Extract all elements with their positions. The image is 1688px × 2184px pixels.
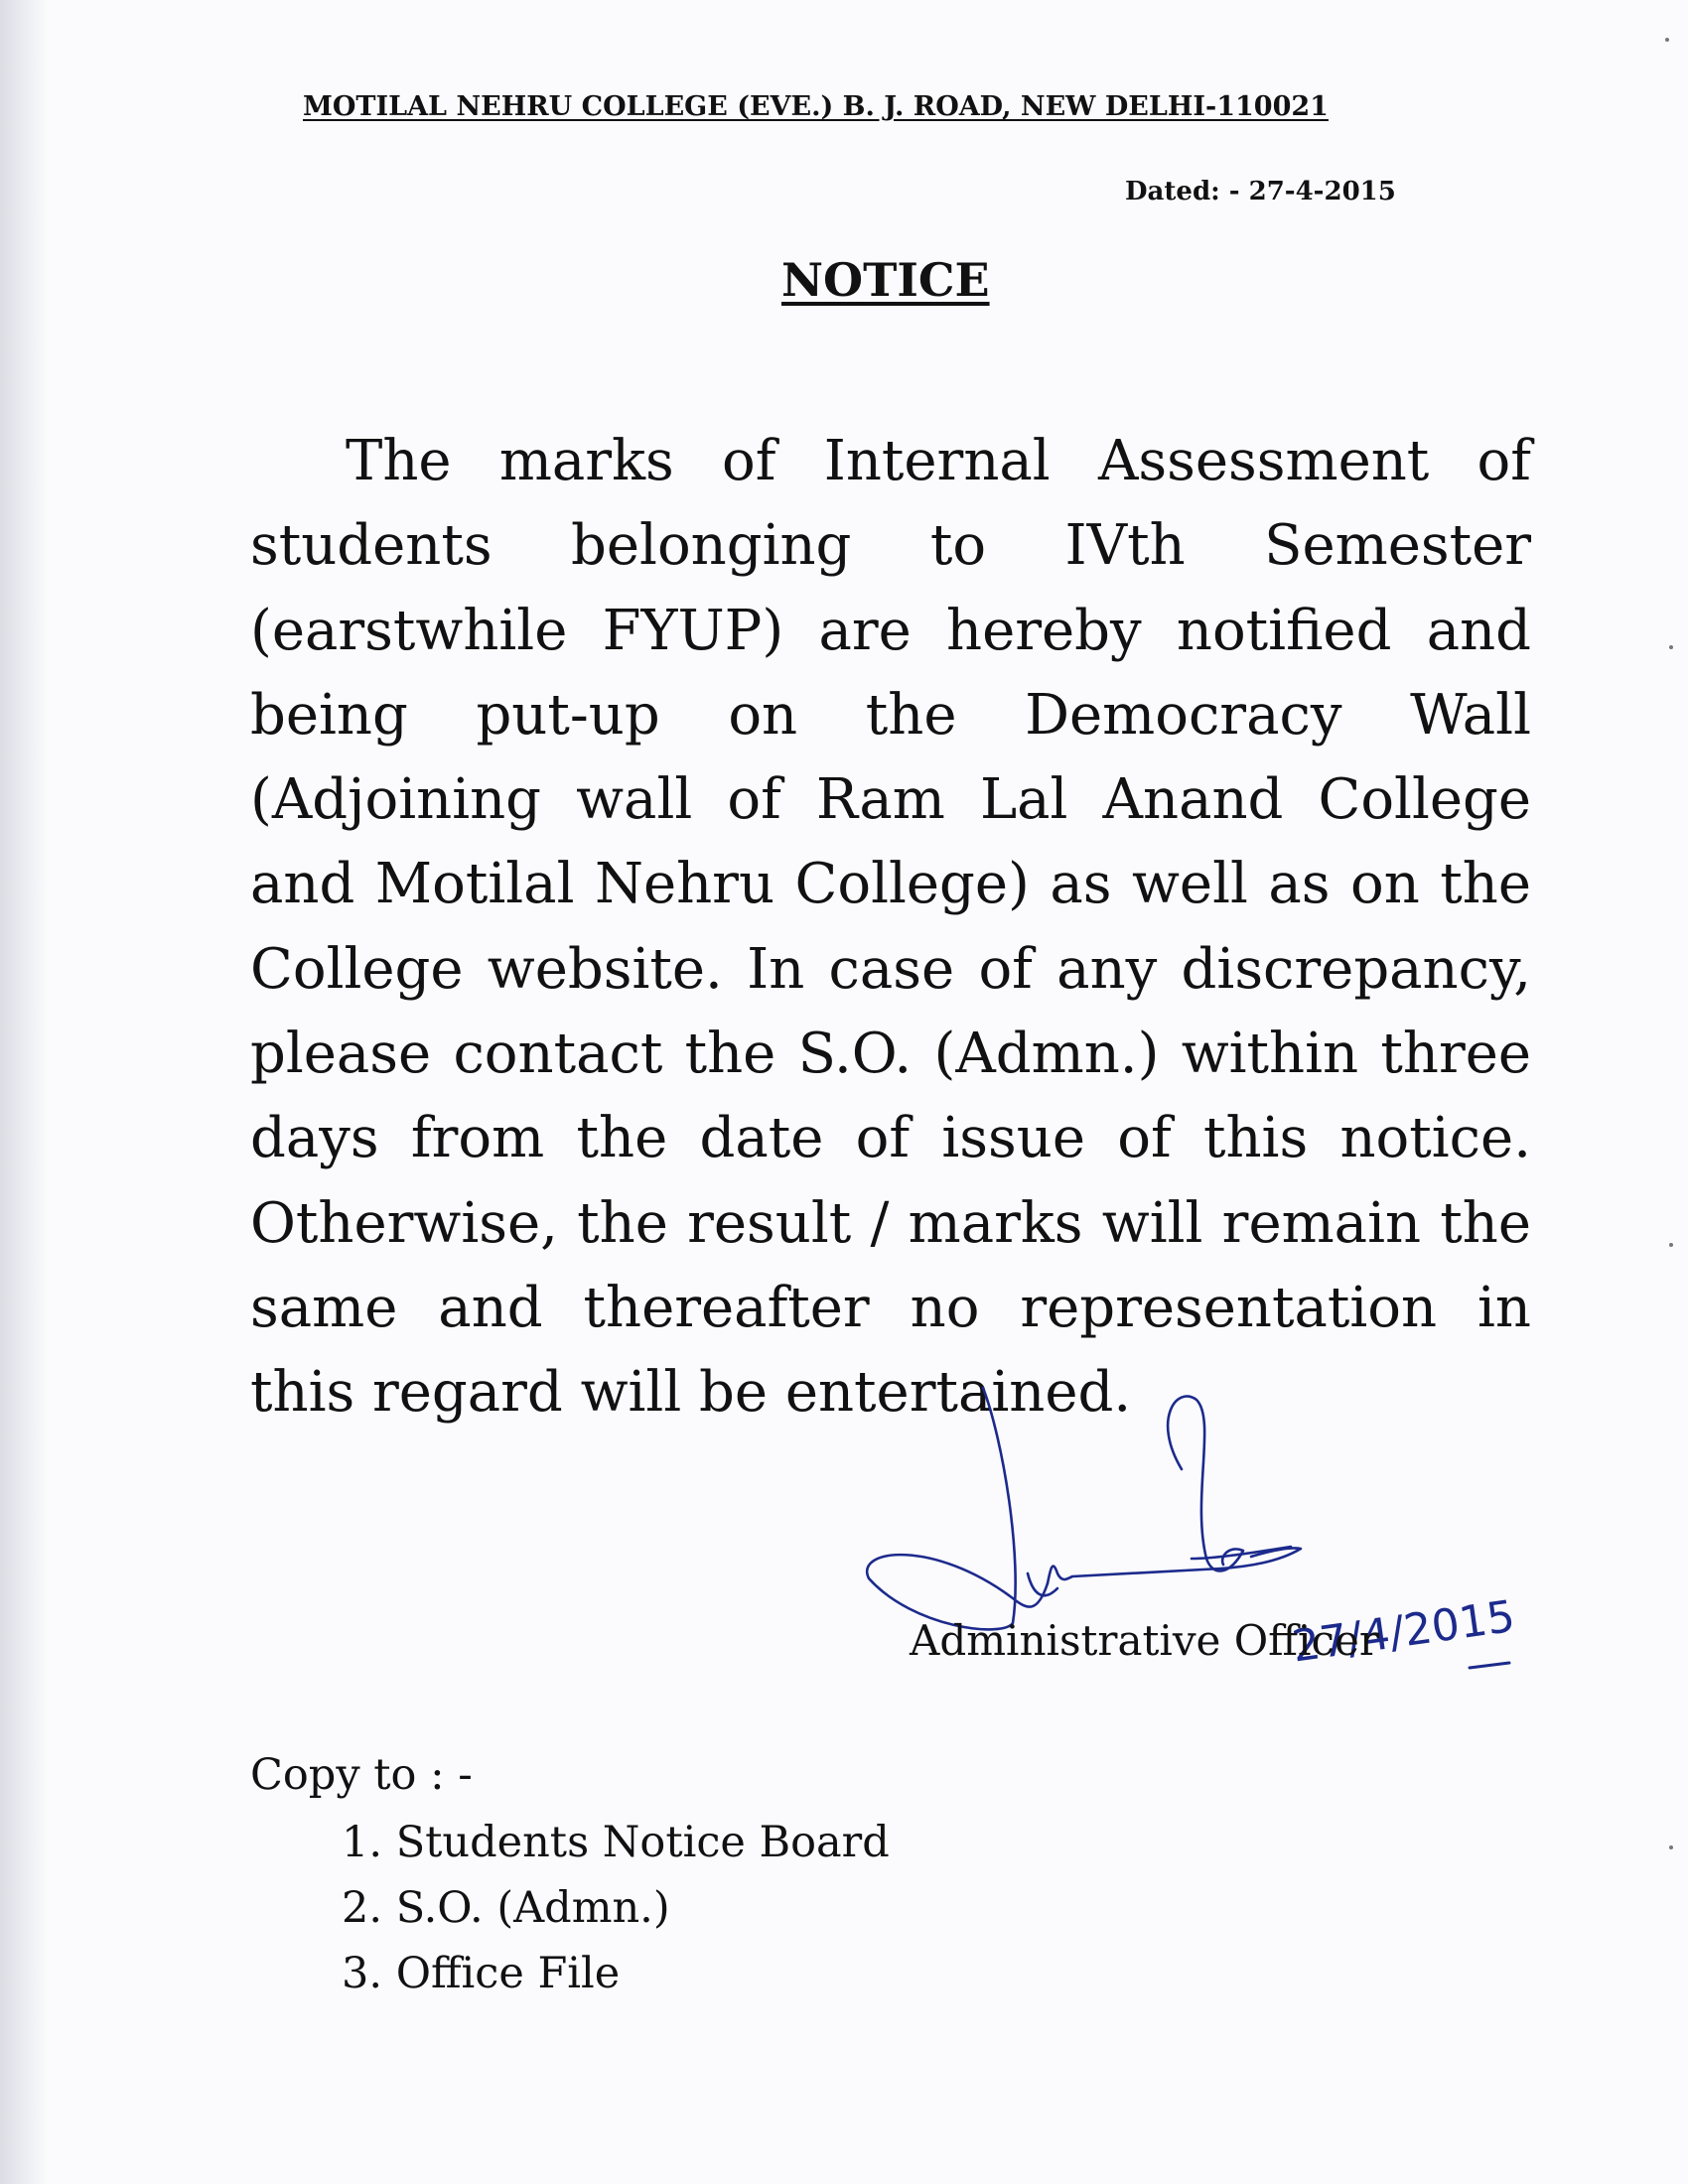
signature-stroke	[1168, 1396, 1243, 1570]
signature-stroke	[1028, 1573, 1057, 1595]
notice-date: Dated: - 27-4-2015	[1125, 177, 1396, 206]
signatory-designation: Administrative Officer	[910, 1616, 1379, 1665]
signature-stroke	[1048, 1567, 1221, 1583]
institution-header: MOTILAL NEHRU COLLEGE (EVE.) B. J. ROAD, NEW DELHI-110021	[303, 91, 1329, 122]
notice-title: NOTICE	[781, 253, 990, 307]
notice-body: The marks of Internal Assessment of students belonging to IVth Semester (earstwhile FYUP) are hereby notified and being put-up on the Democracy Wall (Adjoining wall of Ram Lal Anand College and Motilal Nehru College) as well as on the College website. In case of any discrepancy, please contact the S.O. (Admn.) within three days from the date of issue of this notice. Otherwise, the result / marks will remain the same and thereafter no representation in this regard will be entertained.	[250, 429, 1531, 1426]
signature-date: 27/4/2015	[1289, 1590, 1518, 1673]
list-item: 2. S.O. (Admn.)	[342, 1883, 670, 1933]
scan-speck	[1669, 645, 1673, 649]
list-item: 3. Office File	[342, 1949, 621, 1998]
signature-underline	[1470, 1663, 1509, 1668]
signature-stroke	[867, 1388, 1048, 1629]
scan-speck	[1669, 1845, 1673, 1849]
copy-to-list	[342, 1810, 890, 2006]
copy-to-label: Copy to : -	[250, 1750, 473, 1800]
scan-speck	[1669, 1243, 1673, 1247]
list-item: 1. Students Notice Board	[342, 1818, 890, 1867]
scan-speck	[1665, 38, 1669, 42]
scan-edge-shadow	[0, 0, 48, 2184]
